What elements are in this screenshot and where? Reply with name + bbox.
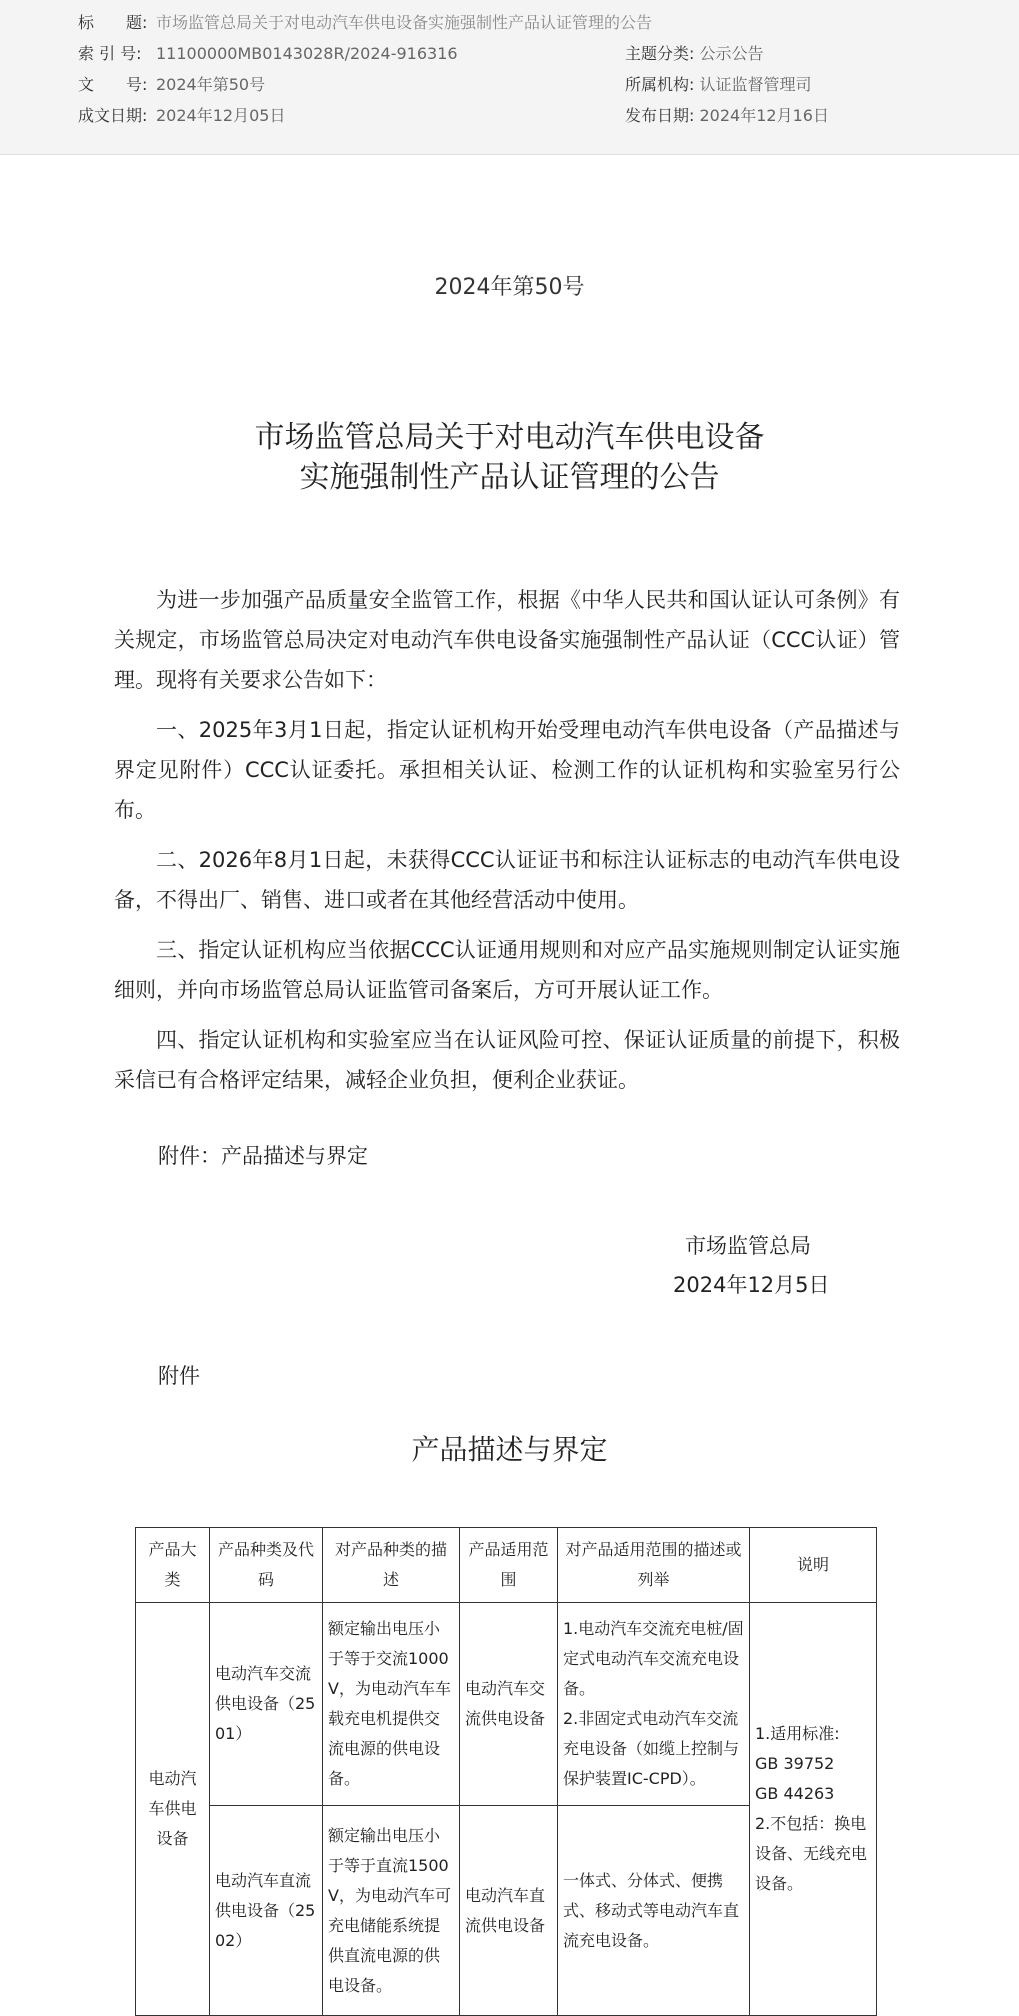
paragraph-item-2: 二、2026年8月1日起，未获得CCC认证证书和标注认证标志的电动汽车供电设备，不得出厂、销售、进口或者在其他经营活动中使用。	[114, 848, 900, 912]
table-header-row	[136, 1528, 877, 1603]
meta-published-label: 发布日期:	[625, 106, 695, 125]
meta-index-row	[78, 41, 458, 64]
meta-title-value[interactable]: 市场监管总局关于对电动汽车供电设备实施强制性产品认证管理的公告	[156, 13, 653, 32]
metadata-panel	[0, 0, 1019, 155]
table-header-cell: 对产品种类的描述	[323, 1528, 460, 1603]
meta-docno-value: 2024年第50号	[156, 75, 266, 94]
product-type-desc-cell: 额定输出电压小于等于直流1500V，为电动汽车可充电储能系统提供直流电源的供电设备。	[323, 1806, 460, 2016]
meta-created-value: 2024年12月05日	[156, 106, 286, 125]
meta-category-label: 主题分类:	[625, 44, 695, 63]
meta-org-value: 认证监督管理司	[699, 75, 812, 94]
meta-docno-row	[78, 72, 265, 95]
meta-index-value: 11100000MB0143028R/2024-916316	[156, 44, 458, 63]
product-scope-cell: 电动汽车交流供电设备	[460, 1603, 558, 1806]
meta-title-label: 标 题:	[78, 13, 148, 32]
meta-created-row	[78, 103, 285, 126]
product-scope-desc-cell: 1.电动汽车交流充电桩/固定式电动汽车交流充电设备。 2.非固定式电动汽车交流充电设备（如缆上控制与保护装置IC-CPD）。	[558, 1603, 750, 1806]
meta-title-row	[78, 10, 652, 33]
meta-published-value: 2024年12月16日	[699, 106, 829, 125]
product-note-cell: 1.适用标准: GB 39752 GB 44263 2.不包括：换电设备、无线充电设备。	[750, 1603, 877, 2016]
table-row	[136, 1603, 877, 1806]
table-header-cell: 说明	[750, 1528, 877, 1603]
meta-index-label: 索 引 号:	[78, 44, 142, 63]
signature-organization: 市场监管总局	[685, 1234, 811, 1258]
document-number: 2024年第50号	[434, 275, 585, 300]
product-scope-cell: 电动汽车直流供电设备	[460, 1806, 558, 2016]
paragraph-item-1: 一、2025年3月1日起，指定认证机构开始受理电动汽车供电设备（产品描述与界定见附件）CCC认证委托。承担相关认证、检测工作的认证机构和实验室另行公布。	[114, 718, 900, 822]
attachment-title: 产品描述与界定	[411, 1433, 608, 1466]
meta-category-row	[625, 41, 764, 64]
meta-created-label: 成文日期:	[78, 106, 148, 125]
meta-org-row	[625, 72, 812, 95]
document-title	[0, 418, 1019, 498]
product-type-desc-cell: 额定输出电压小于等于交流1000V，为电动汽车车载充电机提供交流电源的供电设备。	[323, 1603, 460, 1806]
meta-org-label: 所属机构:	[625, 75, 695, 94]
meta-category-value: 公示公告	[699, 44, 764, 63]
product-type-code-cell: 电动汽车直流供电设备（2502）	[210, 1806, 323, 2016]
document-title-line-1: 市场监管总局关于对电动汽车供电设备	[254, 420, 765, 455]
document-body	[114, 580, 900, 1110]
paragraph-intro: 为进一步加强产品质量安全监管工作，根据《中华人民共和国认证认可条例》有关规定，市场监管总局决定对电动汽车供电设备实施强制性产品认证（CCC认证）管理。现将有关要求公告如下：	[114, 588, 900, 692]
table-header-cell: 产品适用范围	[460, 1528, 558, 1603]
meta-published-row	[625, 103, 829, 126]
table-header-cell: 对产品适用范围的描述或列举	[558, 1528, 750, 1603]
product-category-cell: 电动汽车供电设备	[136, 1603, 210, 2016]
paragraph-item-3: 三、指定认证机构应当依据CCC认证通用规则和对应产品实施规则制定认证实施细则，并向市场监管总局认证监管司备案后，方可开展认证工作。	[114, 938, 900, 1002]
attachment-reference: 附件：产品描述与界定	[158, 1144, 368, 1168]
product-table	[135, 1527, 877, 2016]
paragraph-item-4: 四、指定认证机构和实验室应当在认证风险可控、保证认证质量的前提下，积极采信已有合格评定结果，减轻企业负担，便利企业获证。	[114, 1028, 900, 1092]
product-type-code-cell: 电动汽车交流供电设备（2501）	[210, 1603, 323, 1806]
meta-docno-label: 文 号:	[78, 75, 148, 94]
table-header-cell: 产品大类	[136, 1528, 210, 1603]
product-scope-desc-cell: 一体式、分体式、便携式、移动式等电动汽车直流充电设备。	[558, 1806, 750, 2016]
signature-date: 2024年12月5日	[673, 1273, 830, 1297]
table-header-cell: 产品种类及代码	[210, 1528, 323, 1603]
document-title-line-2: 实施强制性产品认证管理的公告	[299, 460, 720, 495]
attachment-heading: 附件	[158, 1364, 200, 1388]
